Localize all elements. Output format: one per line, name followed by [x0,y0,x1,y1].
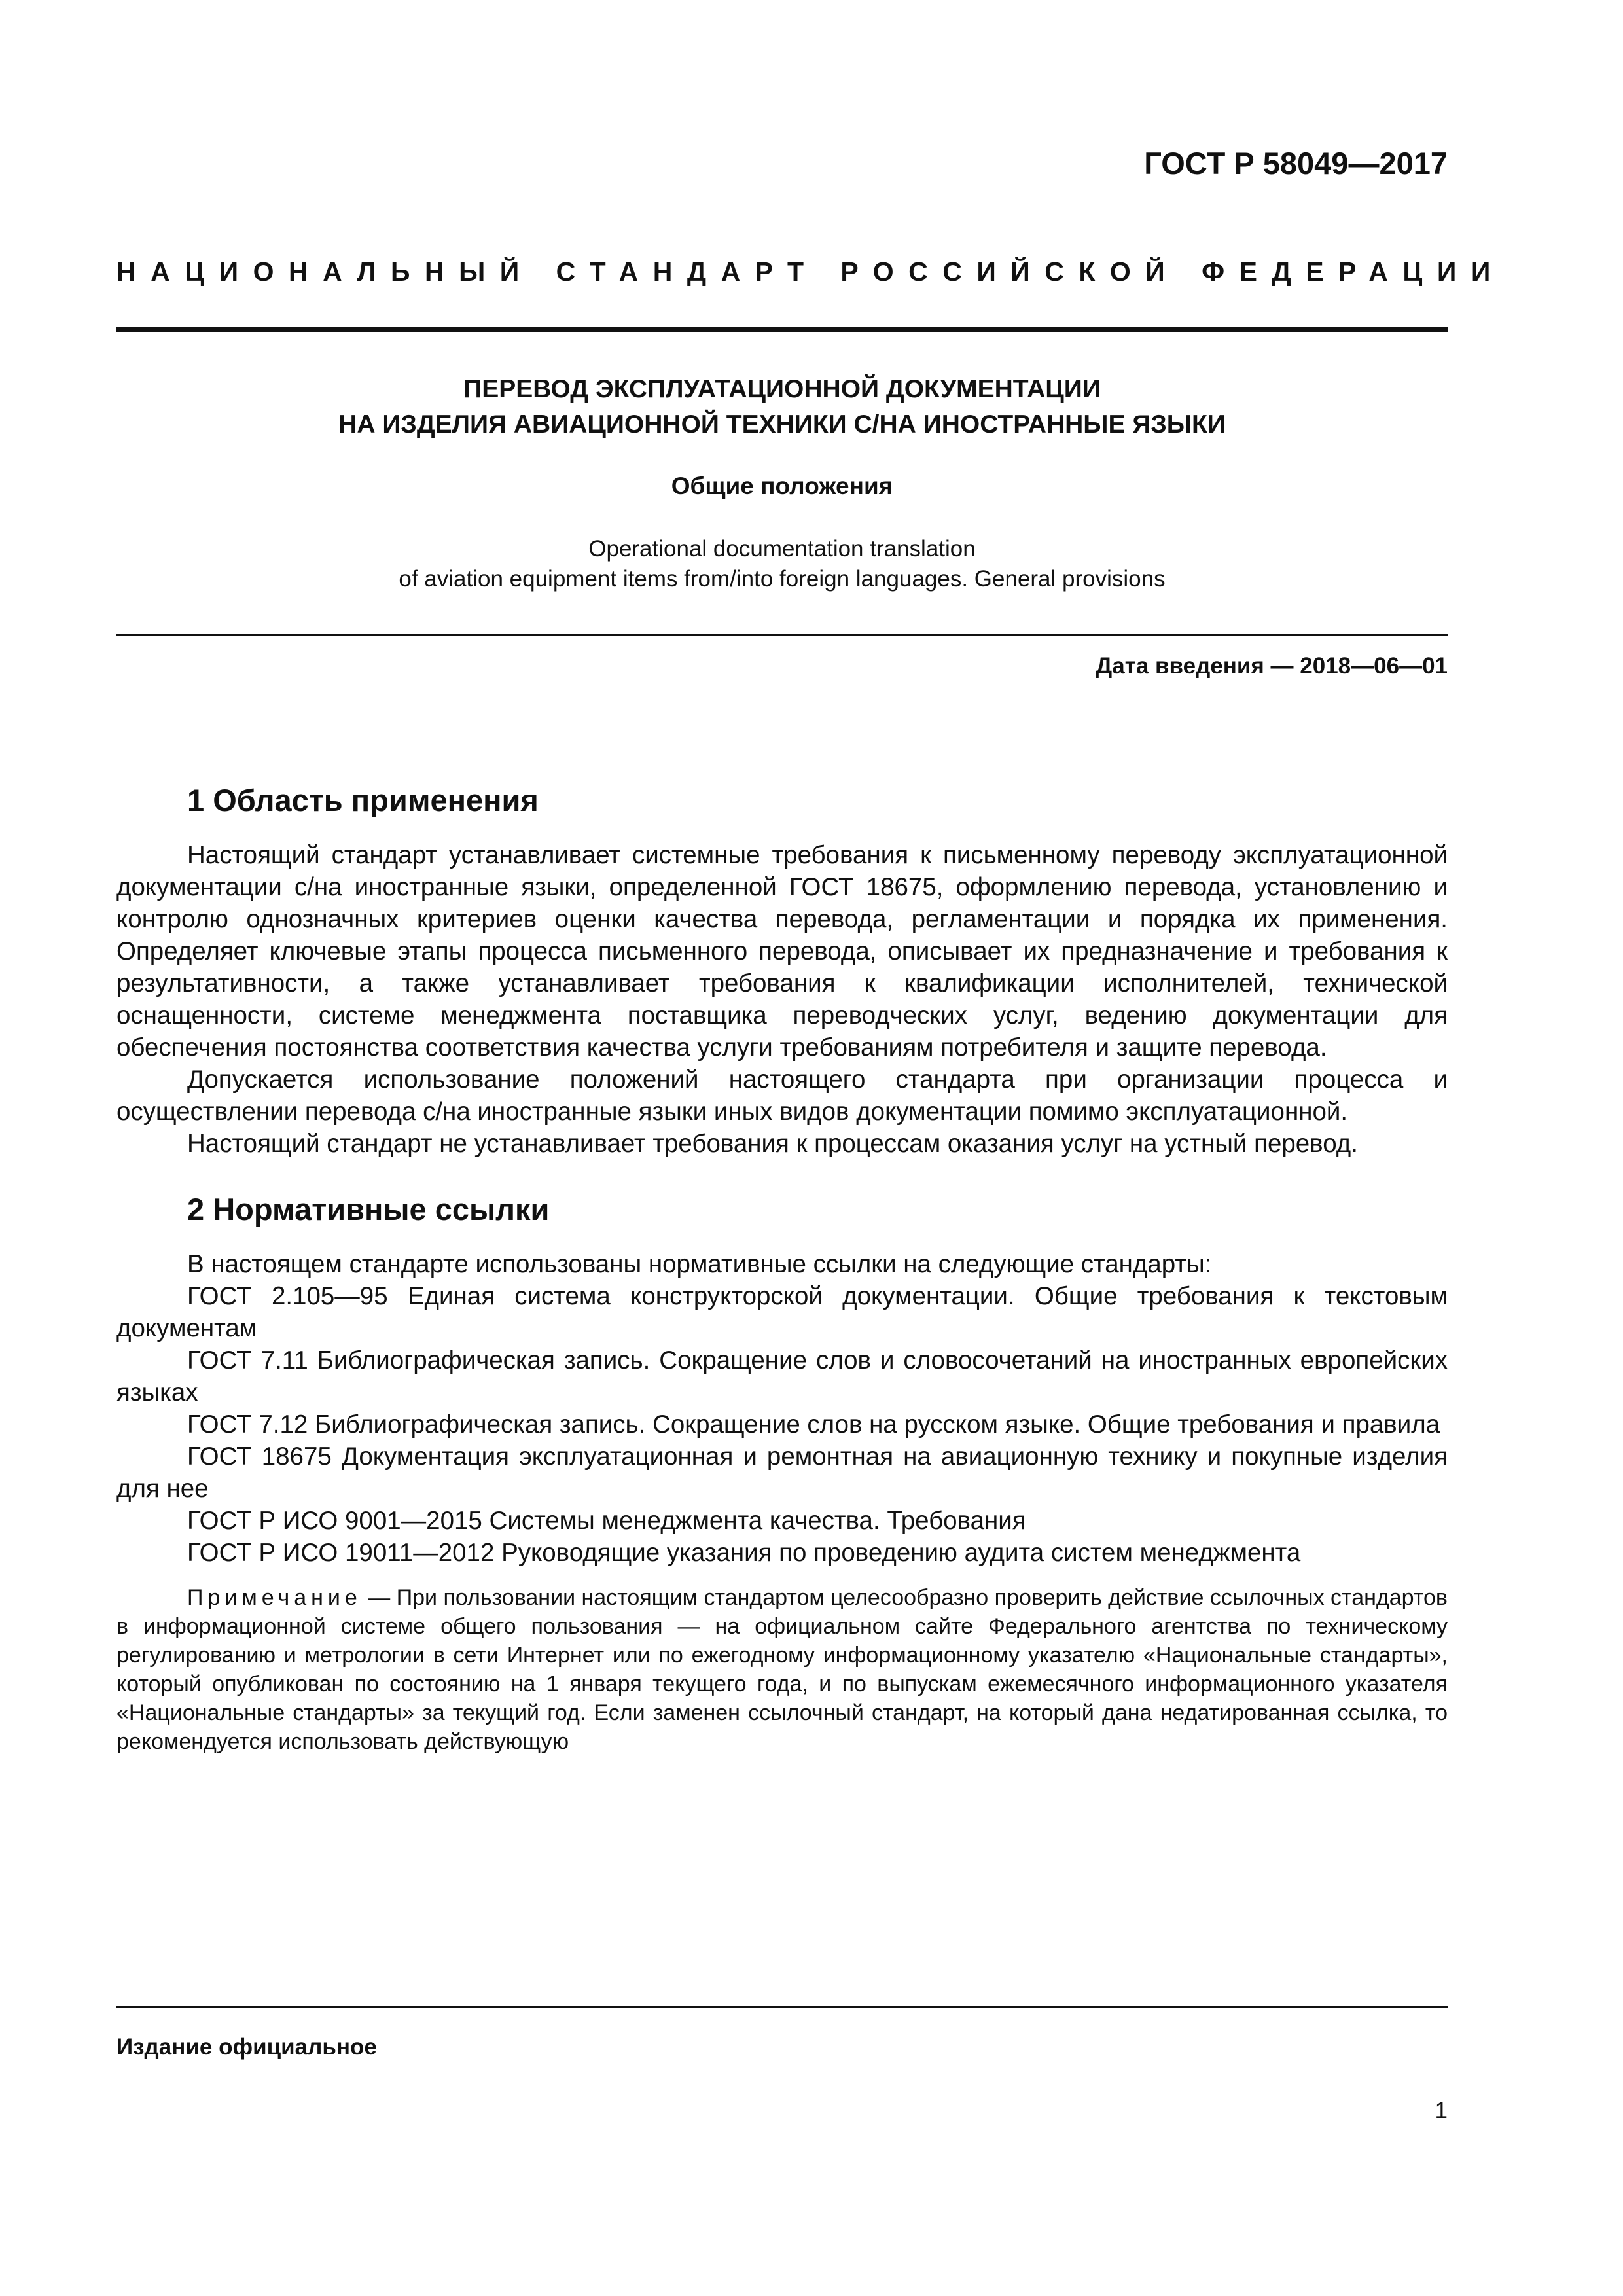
national-standard-header: НАЦИОНАЛЬНЫЙ СТАНДАРТ РОССИЙСКОЙ ФЕДЕРАЦИИ [116,257,1505,287]
reference-item: ГОСТ 7.12 Библиографическая запись. Сокращение слов на русском языке. Общие требования и правила [187,1410,1440,1439]
reference-item: ГОСТ Р ИСО 19011—2012 Руководящие указания по проведению аудита систем менеджмента [187,1539,1301,1567]
page-number: 1 [1435,2098,1448,2123]
title-rule [116,634,1448,636]
section-2-heading: 2 Нормативные ссылки [187,1192,550,1227]
introduction-date: Дата введения — 2018—06—01 [1096,653,1448,679]
title-line-1: ПЕРЕВОД ЭКСПЛУАТАЦИОННОЙ ДОКУМЕНТАЦИИ [463,375,1101,403]
section-1-paragraph: Допускается использование положений настоящего стандарта при организации процесса и осуществлении перевода с/на иностранные языки иных видов документации помимо эксплуатационной. [116,1066,1448,1126]
document-body [116,782,1448,1756]
title-line-2: НА ИЗДЕЛИЯ АВИАЦИОННОЙ ТЕХНИКИ С/НА ИНОСТРАННЫЕ ЯЗЫКИ [338,410,1226,439]
note-text: — При пользовании настоящим стандартом целесообразно проверить действие ссылочных стандартов в информационной системе общего пользования — на официальном сайте Федерального агентства по техническому регулированию и метрологии в сети Интернет или по ежегодному информационному указателю «Национальные стандарты», который опубликован по состоянию на 1 января текущего года, и по выпускам ежемесячного информационного указателя «Национальные стандарты» за текущий год. Если заменен ссылочный стандарт, на который дана недатированная ссылка, то рекомендуется использовать действующую [116,1585,1448,1754]
document-subtitle: Общие положения [671,473,893,499]
section-1-heading: 1 Область применения [187,783,539,817]
english-title-line-2: of aviation equipment items from/into foreign languages. General provisions [399,566,1166,592]
document-code: ГОСТ Р 58049—2017 [1144,146,1448,181]
section-2-intro: В настоящем стандарте использованы нормативные ссылки на следующие стандарты: [187,1250,1212,1278]
header-rule [116,327,1448,332]
section-1-paragraph: Настоящий стандарт устанавливает системные требования к письменному переводу эксплуатационной документации с/на иностранные языки, определенной ГОСТ 18675, оформлению перевода, установлению и контролю однозначных критериев оценки качества перевода, регламентации и порядка их применения. Определяет ключевые этапы процесса письменного перевода, описывает их предназначение и требования к результативности, а также устанавливает требования к квалификации исполнителей, технической оснащенности, системе менеджмента поставщика переводческих услуг, ведению документации для обеспечения постоянства соответствия качества услуги требованиям потребителя и защите перевода. [116,841,1448,1062]
english-title [116,534,1448,594]
note-label: Примечание [187,1585,362,1610]
reference-item: ГОСТ Р ИСО 9001—2015 Системы менеджмента качества. Требования [187,1507,1026,1535]
reference-item: ГОСТ 7.11 Библиографическая запись. Сокращение слов и словосочетаний на иностранных европейских языках [116,1346,1448,1407]
section-1-paragraph: Настоящий стандарт не устанавливает требования к процессам оказания услуг на устный перевод. [187,1130,1358,1158]
reference-item: ГОСТ 2.105—95 Единая система конструкторской документации. Общие требования к текстовым документам [116,1282,1448,1342]
footer-rule [116,2006,1448,2008]
english-title-line-1: Operational documentation translation [588,536,976,562]
note [116,1583,1448,1756]
document-title [116,372,1448,442]
official-edition-label: Издание официальное [116,2034,377,2060]
reference-item: ГОСТ 18675 Документация эксплуатационная и ремонтная на авиационную технику и покупные изделия для нее [116,1443,1448,1503]
